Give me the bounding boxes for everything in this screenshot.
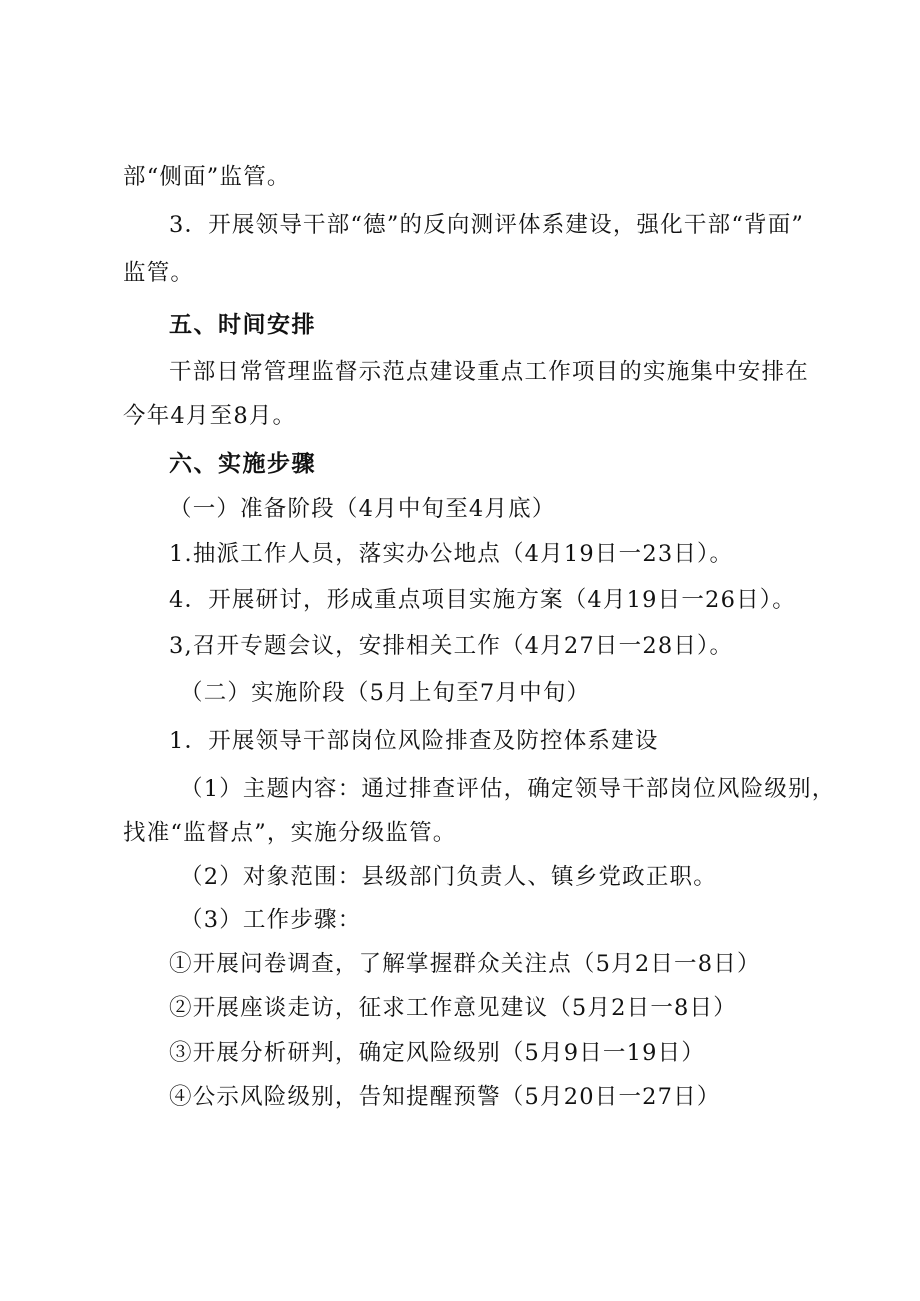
- section-heading-5: 五、时间安排: [169, 312, 316, 338]
- step-3: ③开展分析研判，确定风险级别（5月9日一19日）: [169, 1040, 706, 1066]
- section-heading-6: 六、实施步骤: [169, 451, 316, 477]
- schedule-line2: 今年4月至8月。: [123, 403, 297, 429]
- subsection-heading-2: （二）实施阶段（5月上旬至7月中旬）: [180, 680, 591, 706]
- prep-item-2: 4．开展研讨，形成重点项目实施方案（4月19日一26日）。: [169, 587, 796, 613]
- impl-1-content-line1: （1）主题内容：通过排查评估，确定领导干部岗位风险级别，: [180, 776, 836, 802]
- item-3-line1: 3．开展领导干部“德”的反向测评体系建设，强化干部“背面”: [169, 212, 805, 238]
- step-2: ②开展座谈走访，征求工作意见建议（5月2日一8日）: [169, 995, 737, 1021]
- prep-item-1: 1.抽派工作人员，落实办公地点（4月19日一23日）。: [169, 541, 734, 567]
- para-continuation: 部“侧面”监管。: [123, 164, 291, 190]
- subsection-heading-1: （一）准备阶段（4月中旬至4月底）: [169, 496, 556, 522]
- step-1: ①开展问卷调查，了解掌握群众关注点（5月2日一8日）: [169, 951, 761, 977]
- impl-1-content-line2: 找准“监督点”，实施分级监管。: [123, 820, 457, 846]
- impl-1-scope: （2）对象范围：县级部门负责人、镇乡党政正职。: [180, 864, 717, 890]
- item-3-line2: 监管。: [123, 260, 195, 286]
- prep-item-3: 3,召开专题会议，安排相关工作（4月27日一28日）。: [169, 633, 734, 659]
- step-4: ④公示风险级别，告知提醒预警（5月20日一27日）: [169, 1084, 721, 1110]
- schedule-line1: 干部日常管理监督示范点建设重点工作项目的实施集中安排在: [169, 359, 809, 385]
- impl-1-steps-heading: （3）工作步骤：: [180, 907, 362, 933]
- impl-item-1: 1．开展领导干部岗位风险排查及防控体系建设: [169, 728, 659, 754]
